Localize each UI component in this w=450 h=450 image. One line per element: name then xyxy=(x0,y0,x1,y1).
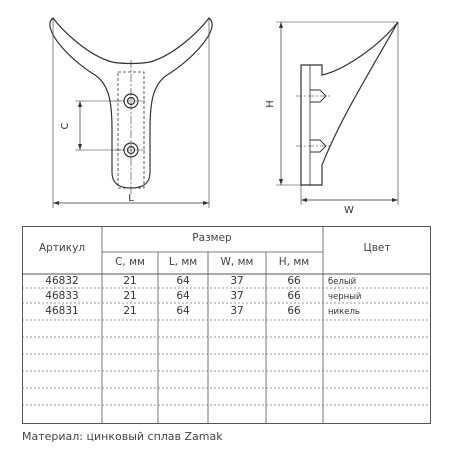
dimension-c-label: C xyxy=(60,122,71,130)
front-view xyxy=(50,18,212,208)
header-color: Цвет xyxy=(363,242,391,254)
table-row xyxy=(22,275,431,288)
subheader-l: L, мм xyxy=(168,256,198,268)
cell-color: белый xyxy=(328,277,357,287)
side-view xyxy=(276,22,398,205)
cell-c: 21 xyxy=(123,275,137,287)
table-row xyxy=(22,290,431,303)
cell-c: 21 xyxy=(123,290,137,302)
cell-h: 66 xyxy=(287,305,301,317)
dimension-h-label: H xyxy=(265,100,276,108)
cell-article: 46832 xyxy=(45,275,79,287)
cell-l: 64 xyxy=(176,290,190,302)
cell-article: 46833 xyxy=(45,290,79,302)
header-size: Размер xyxy=(192,232,232,244)
cell-w: 37 xyxy=(230,305,244,317)
subheader-w: W, мм xyxy=(220,256,254,268)
subheader-c: С, мм xyxy=(115,256,145,268)
material-note: Материал: цинковый сплав Zamak xyxy=(22,430,223,443)
cell-w: 37 xyxy=(230,290,244,302)
cell-l: 64 xyxy=(176,305,190,317)
dimension-l-label: L xyxy=(128,193,134,204)
cell-article: 46831 xyxy=(45,305,79,317)
header-article: Артикул xyxy=(38,242,86,254)
spec-table xyxy=(22,226,431,424)
cell-w: 37 xyxy=(230,275,244,287)
cell-color: никель xyxy=(328,307,360,317)
cell-l: 64 xyxy=(176,275,190,287)
dimension-w-label: W xyxy=(344,205,354,216)
cell-h: 66 xyxy=(287,275,301,287)
cell-color: черный xyxy=(328,292,362,302)
cell-c: 21 xyxy=(123,305,137,317)
table-row xyxy=(22,305,431,318)
subheader-h: Н, мм xyxy=(278,256,310,268)
side-outline xyxy=(301,22,398,185)
cell-h: 66 xyxy=(287,290,301,302)
